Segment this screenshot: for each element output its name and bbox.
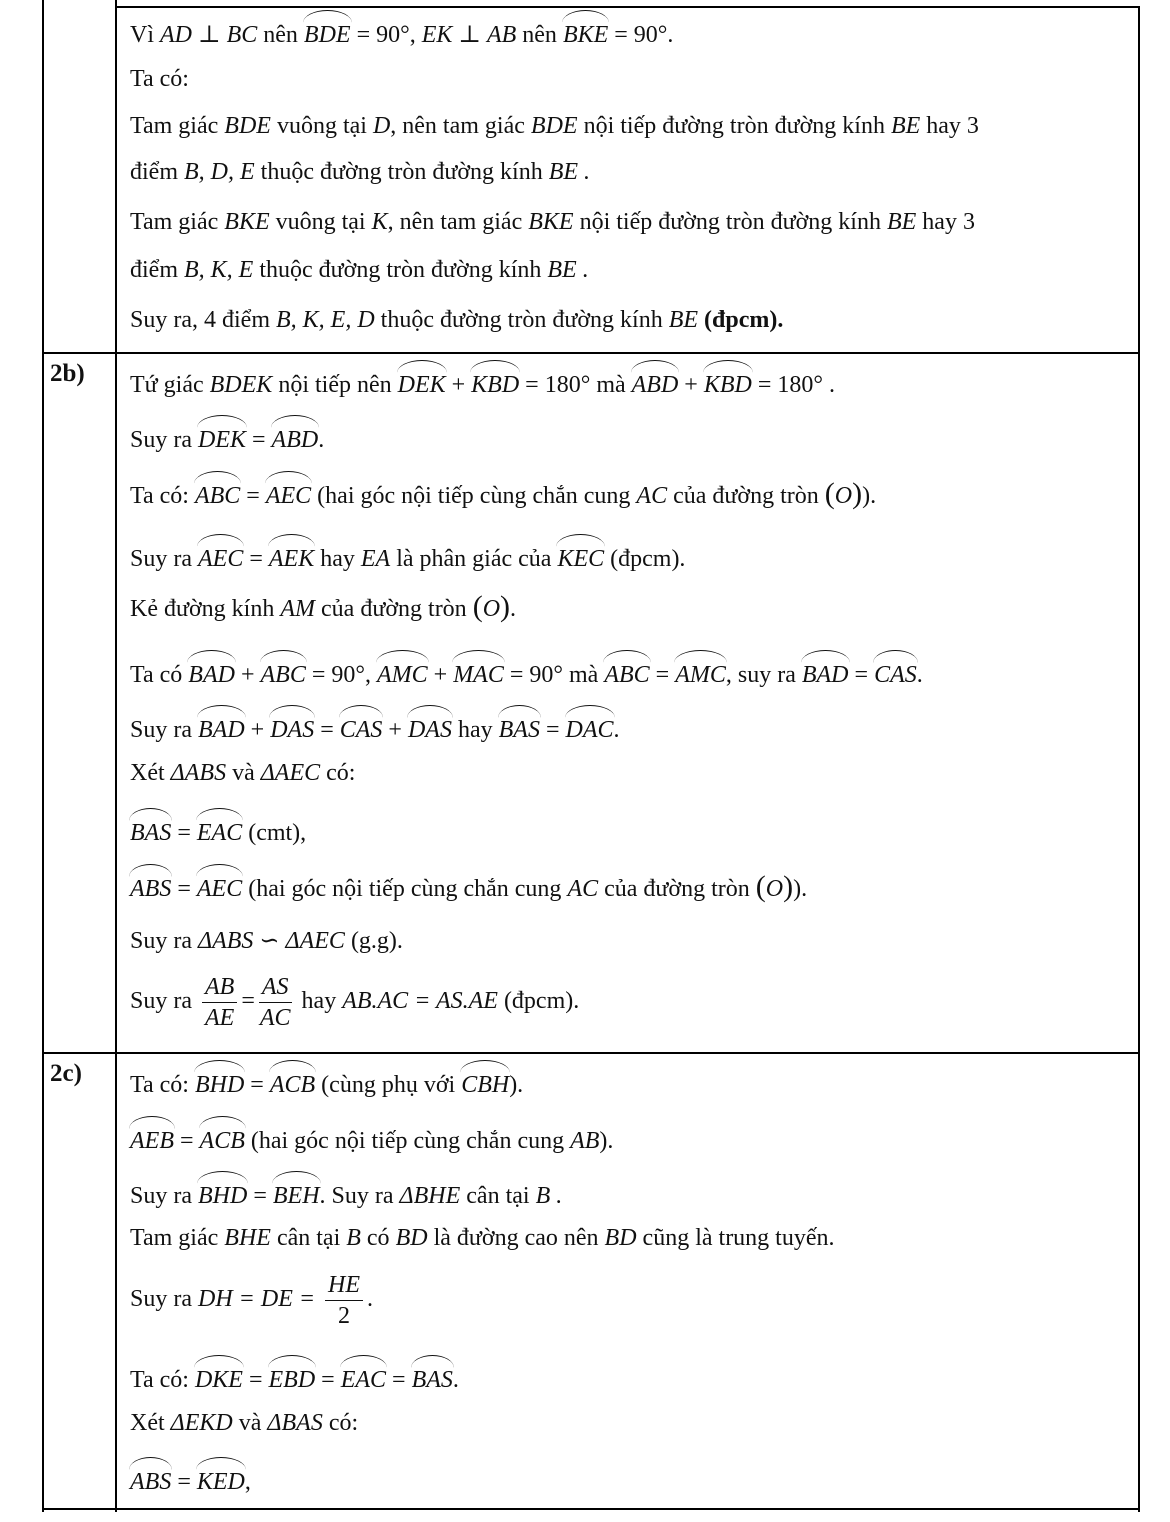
text-line: Kẻ đường kính AM của đường tròn (O). bbox=[130, 590, 517, 623]
angle-abs: ABS bbox=[130, 1463, 171, 1497]
angle-bke: BKE bbox=[563, 16, 608, 50]
text-line: Suy ra BAD + DAS = CAS + DAS hay BAS = DAC. bbox=[130, 711, 620, 745]
table-column-divider bbox=[115, 0, 117, 1512]
text-line: điểm B, K, E thuộc đường tròn đường kính BE . bbox=[130, 257, 589, 283]
text-line: Tam giác BHE cân tại B có BD là đường cao nên BD cũng là trung tuyến. bbox=[130, 1225, 835, 1251]
text-line: Suy ra $\frac{AB}{AE}$ = $\frac{AS}{AC}$ hay AB.AC = AS.AE (đpcm). bbox=[130, 974, 580, 1031]
angle-cas: CAS bbox=[340, 711, 383, 745]
fraction-he-2: $\frac{HE}{2}$ bbox=[325, 1270, 363, 1331]
angle-abd: ABD bbox=[272, 421, 319, 455]
angle-bhd: BHD bbox=[195, 1066, 244, 1100]
angle-kec: KEC bbox=[557, 540, 604, 574]
row-label-2b: 2b) bbox=[50, 360, 85, 387]
angle-acb: ACB bbox=[200, 1122, 245, 1156]
text-line: ABS = AEC (hai góc nội tiếp cùng chắn cung AC của đường tròn (O)). bbox=[130, 870, 808, 903]
angle-dac: DAC bbox=[566, 711, 614, 745]
angle-bas: BAS bbox=[499, 711, 540, 745]
angle-cas: CAS bbox=[874, 656, 917, 690]
text-line: Ta có: DKE = EBD = EAC = BAS. bbox=[130, 1361, 459, 1395]
angle-bas: BAS bbox=[130, 814, 171, 848]
angle-kbd: KBD bbox=[471, 366, 519, 400]
text-line: Suy ra ΔABS ∽ ΔAEC (g.g). bbox=[130, 928, 403, 954]
angle-beh: BEH bbox=[273, 1177, 320, 1211]
angle-kbd: KBD bbox=[704, 366, 752, 400]
text-line: Suy ra DH = DE = $\frac{HE}{2}$ . bbox=[130, 1272, 374, 1329]
row-label-2c: 2c) bbox=[50, 1060, 82, 1087]
angle-amc: AMC bbox=[675, 656, 726, 690]
text-line: Tam giác BKE vuông tại K, nên tam giác BKE nội tiếp đường tròn đường kính BE hay 3 bbox=[130, 209, 975, 235]
angle-dek: DEK bbox=[398, 366, 446, 400]
angle-cbh: CBH bbox=[461, 1066, 509, 1100]
angle-bde: BDE bbox=[304, 16, 351, 50]
fraction-ab-ae: $\frac{AB}{AE}$ bbox=[202, 972, 237, 1033]
angle-bad: BAD bbox=[198, 711, 245, 745]
table-left-border bbox=[42, 0, 44, 1512]
angle-abs: ABS bbox=[130, 870, 171, 904]
angle-das: DAS bbox=[270, 711, 314, 745]
angle-amc: AMC bbox=[377, 656, 428, 690]
text-line: BAS = EAC (cmt), bbox=[130, 814, 306, 848]
angle-acb: ACB bbox=[270, 1066, 315, 1100]
angle-eac: EAC bbox=[197, 814, 242, 848]
angle-aeb: AEB bbox=[130, 1122, 174, 1156]
angle-eac: EAC bbox=[341, 1361, 386, 1395]
fraction-as-ac: $\frac{AS}{AC}$ bbox=[259, 974, 291, 1031]
row-divider-2b bbox=[42, 352, 1140, 354]
angle-aec: AEC bbox=[266, 477, 311, 511]
text-line: điểm B, D, E thuộc đường tròn đường kính BE . bbox=[130, 159, 591, 185]
text-line: Ta có: bbox=[130, 66, 189, 92]
table-right-border bbox=[1138, 6, 1140, 1512]
text-line: Suy ra, 4 điểm B, K, E, D thuộc đường tròn đường kính BE (đpcm). bbox=[130, 307, 784, 333]
angle-abd: ABD bbox=[632, 366, 679, 400]
angle-bad: BAD bbox=[188, 656, 235, 690]
text-line: Suy ra AEC = AEK hay EA là phân giác của KEC (đpcm). bbox=[130, 540, 685, 574]
angle-ebd: EBD bbox=[269, 1361, 316, 1395]
angle-aec: AEC bbox=[198, 540, 243, 574]
text-line: Ta có: BHD = ACB (cùng phụ với CBH). bbox=[130, 1066, 523, 1100]
table-top-border bbox=[115, 6, 1140, 8]
angle-ked: KED bbox=[197, 1463, 245, 1497]
angle-dek: DEK bbox=[198, 421, 246, 455]
table-bottom-border bbox=[42, 1508, 1140, 1510]
angle-mac: MAC bbox=[453, 656, 504, 690]
text-line: ABS = KED, bbox=[130, 1463, 251, 1497]
angle-dke: DKE bbox=[195, 1361, 243, 1395]
angle-aek: AEK bbox=[269, 540, 314, 574]
row-divider-2c bbox=[42, 1052, 1140, 1054]
text-line: AEB = ACB (hai góc nội tiếp cùng chắn cung AB). bbox=[130, 1122, 613, 1156]
text-line: Tứ giác BDEK nội tiếp nên DEK + KBD = 180° mà ABD + KBD = 180° . bbox=[130, 366, 835, 400]
angle-das: DAS bbox=[408, 711, 452, 745]
angle-abc: ABC bbox=[195, 477, 240, 511]
text-line: Xét ΔABS và ΔAEC có: bbox=[130, 760, 356, 786]
angle-abc: ABC bbox=[261, 656, 306, 690]
angle-abc: ABC bbox=[604, 656, 649, 690]
text-line: Suy ra DEK = ABD. bbox=[130, 421, 324, 455]
text-line: Ta có: ABC = AEC (hai góc nội tiếp cùng chắn cung AC của đường tròn (O)). bbox=[130, 477, 877, 510]
angle-aec: AEC bbox=[197, 870, 242, 904]
angle-bhd: BHD bbox=[198, 1177, 247, 1211]
angle-bas: BAS bbox=[412, 1361, 453, 1395]
text-line: Tam giác BDE vuông tại D, nên tam giác BDE nội tiếp đường tròn đường kính BE hay 3 bbox=[130, 113, 979, 139]
text-line: Xét ΔEKD và ΔBAS có: bbox=[130, 1410, 359, 1436]
angle-bad: BAD bbox=[802, 656, 849, 690]
text-line: Ta có BAD + ABC = 90°, AMC + MAC = 90° mà ABC = AMC, suy ra BAD = CAS. bbox=[130, 656, 923, 690]
text-line: Vì AD ⊥ BC nên BDE = 90°, EK ⊥ AB nên BKE = 90°. bbox=[130, 16, 673, 50]
text-line: Suy ra BHD = BEH. Suy ra ΔBHE cân tại B . bbox=[130, 1177, 562, 1211]
